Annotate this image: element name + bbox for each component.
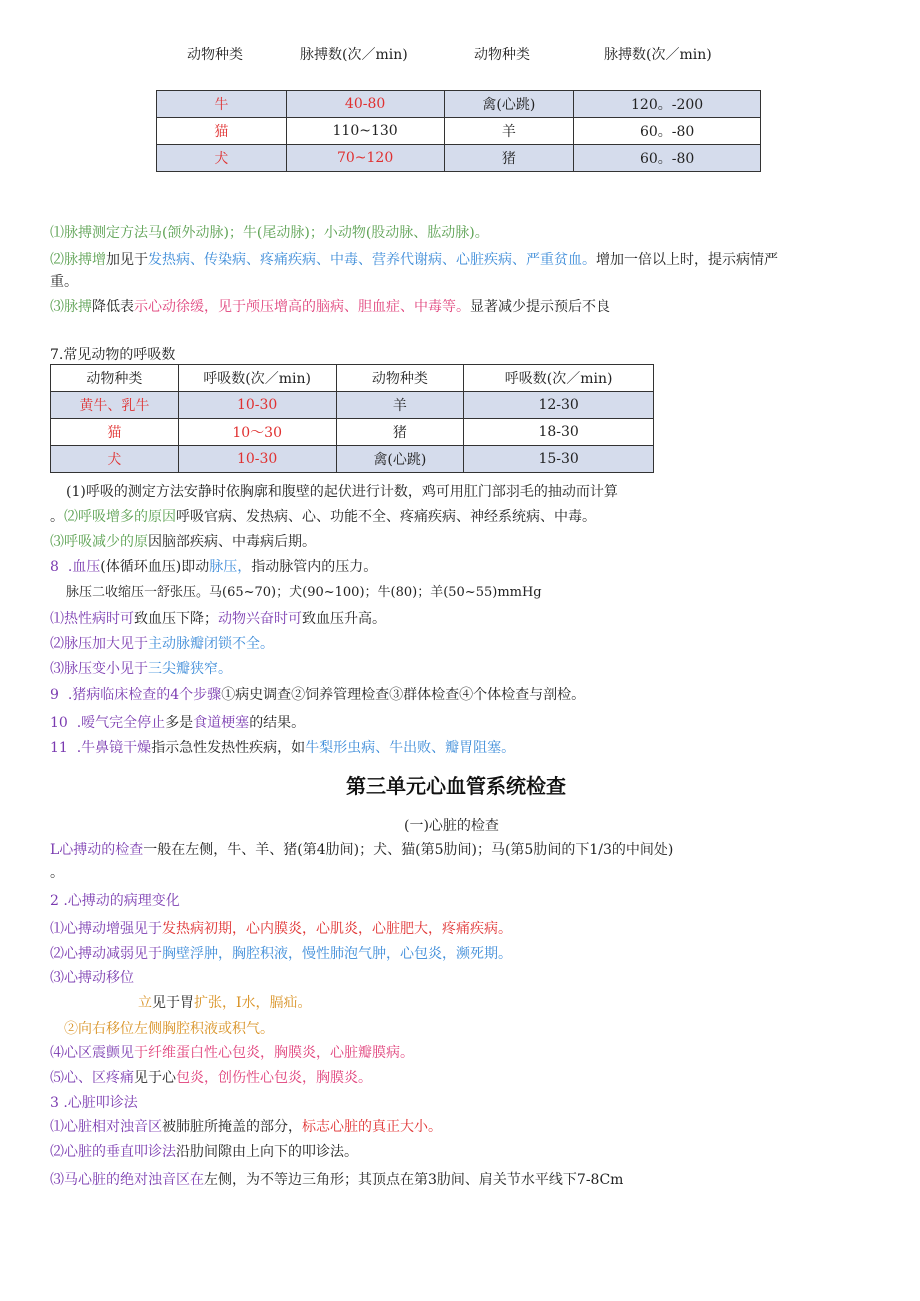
pulse-note-1: ⑴脉搏测定方法马(颌外动脉)；牛(尾动脉)；小动物(股动脉、肱动脉)。: [50, 225, 489, 241]
pulse-table: [156, 90, 761, 172]
note-label: ⑴心搏动增强见于: [50, 921, 162, 937]
table-cell: 110~130: [286, 118, 444, 145]
table-row: [157, 91, 761, 118]
resp-note-1: (1)呼吸的测定方法安静时依胸廓和腹壁的起伏进行计数，鸡可用肛门部羽毛的抽动而计算: [66, 484, 618, 500]
note-label: ⑵脉搏增: [50, 252, 106, 268]
table-cell: 犬: [157, 145, 287, 172]
table-cell: 10-30: [178, 446, 336, 473]
table-cell: 60。-80: [574, 145, 761, 172]
pulse-header-col3: 动物种类: [474, 47, 530, 63]
pulse-note-2: [50, 249, 778, 269]
table-cell: 猫: [51, 419, 179, 446]
heart-item-1: [50, 839, 673, 859]
table-cell: 羊: [336, 392, 464, 419]
note-highlight: 发热病初期，心内膜炎，心肌炎，心脏肥大，疼痛疾病。: [162, 921, 512, 937]
item-text: 指动脉管内的压力。: [251, 559, 378, 575]
table-row: [157, 118, 761, 145]
table-cell: 120。-200: [574, 91, 761, 118]
table-cell: 羊: [444, 118, 574, 145]
item-9: [50, 684, 585, 704]
heart-item-2-3-b: ②向右移位左侧胸腔积液或积气。: [64, 1021, 274, 1037]
heart-item-2: 2 .心搏动的病理变化: [50, 893, 180, 909]
item-number: 11: [50, 740, 68, 756]
item-label: .嗳气完全停止: [76, 715, 166, 731]
table-cell: 60。-80: [574, 118, 761, 145]
note-highlight: 发热病、传染病、疼痛疾病、中毒、营养代谢病、心脏疾病、严重贫血。: [148, 252, 596, 268]
item-label: .血压: [67, 559, 101, 575]
item-10: [50, 712, 305, 732]
item-text: (体循环血压)即动: [100, 559, 210, 575]
note-text: 被肺脏所掩盖的部分，: [162, 1119, 302, 1135]
item-highlight: 脉压，: [209, 559, 252, 575]
item-number: 9: [50, 687, 59, 703]
note-text: 降低表: [92, 299, 134, 315]
table-cell: 18-30: [464, 419, 654, 446]
item-text: 一般在左侧，牛、羊、猪(第4肋间)；犬、猫(第5肋间)；马(第5肋间的下1/3的中间处): [143, 842, 674, 858]
heart-item-1-cont: 。: [50, 865, 64, 881]
note-text: 呼吸官病、发热病、心、功能不全、疼痛疾病、神经系统病、中毒。: [176, 509, 596, 525]
note-label: ⑵呼吸增多的原因: [64, 509, 176, 525]
note-text: 见于胃: [152, 995, 194, 1011]
note-text: 显著减少提示预后不良: [470, 299, 610, 315]
heart-item-2-2: [50, 943, 512, 963]
pulse-note-2-cont: 重。: [50, 274, 78, 290]
heart-item-2-1: [50, 918, 512, 938]
pulse-header-col1: 动物种类: [187, 47, 243, 63]
table-cell: 牛: [157, 91, 287, 118]
note-highlight: 示心动徐缓，见于颅压增高的脑病、胆血症、中毒等。: [134, 299, 470, 315]
table-row: [51, 392, 654, 419]
note-label: 动物兴奋时可: [218, 611, 302, 627]
table-cell: 40-80: [286, 91, 444, 118]
note-highlight: 主动脉瓣闭锁不全。: [148, 636, 274, 652]
resp-title: 7.常见动物的呼吸数: [50, 347, 176, 363]
table-row: [51, 446, 654, 473]
table-header-cell: 呼吸数(次／min): [178, 365, 336, 392]
note-text: 。: [50, 509, 64, 525]
note-label: ⑶脉压变小见于: [50, 661, 148, 677]
table-cell: 70~120: [286, 145, 444, 172]
table-cell: 10～30: [178, 419, 336, 446]
pulse-header-col4: 脉搏数(次／min): [604, 47, 712, 63]
item-label: L心搏动的检查: [50, 842, 144, 858]
note-label: ⑶呼吸减少的原: [50, 534, 148, 550]
note-highlight: 扩张，I水，膈疝。: [194, 995, 312, 1011]
table-row: [51, 419, 654, 446]
note-highlight: 于纤维蛋白性心包炎，胸膜炎，心脏瓣膜病。: [134, 1045, 414, 1061]
table-cell: 猪: [444, 145, 574, 172]
note-text: 沿肋间隙由上向下的叩诊法。: [176, 1144, 358, 1160]
note-text: 见于心: [134, 1070, 176, 1086]
bp-note-1: [50, 608, 386, 628]
item-highlight: 牛梨形虫病、牛出败、瓣胃阻塞。: [305, 740, 516, 756]
item-highlight: 食道梗塞: [193, 715, 250, 731]
item-11: [50, 737, 515, 757]
heart-item-3: 3 .心脏叩诊法: [50, 1095, 138, 1111]
note-label: ⑷心区震颤见: [50, 1045, 134, 1061]
note-text: 立: [138, 995, 152, 1011]
note-highlight: 胸壁浮肿，胸腔积液，慢性肺泡气肿，心包炎，濒死期。: [162, 946, 512, 962]
table-header-row: [51, 365, 654, 392]
table-row: [157, 145, 761, 172]
table-cell: 犬: [51, 446, 179, 473]
heart-item-2-4: [50, 1042, 414, 1062]
table-cell: 10-30: [178, 392, 336, 419]
table-cell: 黄牛、乳牛: [51, 392, 179, 419]
item-number: 8: [50, 559, 59, 575]
note-label: ⑴心脏相对浊音区: [50, 1119, 162, 1135]
heart-item-2-3: ⑶心搏动移位: [50, 970, 134, 986]
table-cell: 禽(心跳): [444, 91, 574, 118]
table-cell: 12-30: [464, 392, 654, 419]
heart-item-2-3-a: [138, 992, 312, 1012]
note-label: ⑶脉搏: [50, 299, 92, 315]
table-header-cell: 动物种类: [51, 365, 179, 392]
item-label: .猪病临床检查的4个步骤: [67, 687, 222, 703]
bp-item-8: [50, 556, 377, 576]
item-text: 指示急性发热性疾病，如: [151, 740, 306, 756]
table-header-cell: 动物种类: [336, 365, 464, 392]
table-header-cell: 呼吸数(次／min): [464, 365, 654, 392]
table-cell: 15-30: [464, 446, 654, 473]
note-text: 增加一倍以上时，提示病情严: [596, 252, 778, 268]
note-text: 加见于: [106, 252, 148, 268]
item-number: 10: [50, 715, 68, 731]
bp-note-3: [50, 658, 232, 678]
bp-note-2: [50, 633, 274, 653]
note-text: 致血压升高。: [302, 611, 386, 627]
note-label: ⑴热性病时可: [50, 611, 134, 627]
table-cell: 猪: [336, 419, 464, 446]
item-text: 多是: [165, 715, 194, 731]
note-text: 致血压下降；: [134, 611, 218, 627]
note-highlight: 包炎，创伤性心包炎，胸膜炎。: [176, 1070, 372, 1086]
resp-table: [50, 364, 654, 473]
note-label: ⑵脉压加大见于: [50, 636, 148, 652]
section-subtitle: (一)心脏的检查: [404, 818, 499, 834]
note-label: ⑵心搏动减弱见于: [50, 946, 162, 962]
note-text: 因脑部疾病、中毒病后期。: [148, 534, 316, 550]
note-highlight: 三尖瓣狭窄。: [148, 661, 232, 677]
table-cell: 禽(心跳): [336, 446, 464, 473]
pulse-header-col2: 脉搏数(次／min): [300, 47, 408, 63]
note-label: ⑶马心脏的绝对浊音区在: [50, 1172, 204, 1188]
heart-item-3-2: [50, 1141, 358, 1161]
note-text: 左侧，为不等边三角形；其顶点在第3肋间、肩关节水平线下7-8Cm: [204, 1172, 624, 1188]
heart-item-3-1: [50, 1116, 442, 1136]
pulse-note-3: [50, 296, 610, 316]
table-cell: 猫: [157, 118, 287, 145]
unit-title: 第三单元心血管系统检查: [346, 774, 566, 798]
item-text: 的结果。: [249, 715, 306, 731]
resp-note-2: [50, 506, 596, 526]
note-highlight: 标志心脏的真正大小。: [302, 1119, 442, 1135]
note-label: ⑵心脏的垂直叩诊法: [50, 1144, 176, 1160]
item-text: ①病史调查②饲养管理检查③群体检查④个体检查与剖检。: [221, 687, 586, 703]
resp-note-3: [50, 531, 316, 551]
heart-item-3-3: [50, 1169, 623, 1189]
bp-formula: 脉压二收缩压一舒张压。马(65~70)；犬(90~100)；牛(80)；羊(50~55)mmHg: [66, 585, 542, 600]
item-label: .牛鼻镜干燥: [76, 740, 152, 756]
note-label: ⑸心、区疼痛: [50, 1070, 134, 1086]
heart-item-2-5: [50, 1067, 372, 1087]
